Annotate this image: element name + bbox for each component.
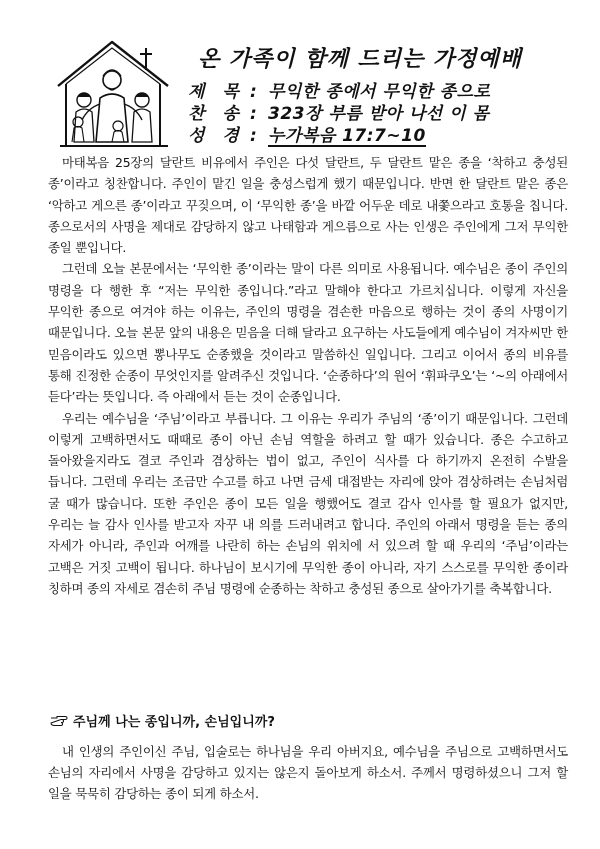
sermon-body	[48, 152, 568, 599]
meta-value-subject: 무익한 종에서 무익한 종으로	[268, 82, 491, 102]
meta-label-hymn: 찬 송	[188, 104, 245, 124]
meta-row-subject	[188, 81, 568, 103]
reflection-question-text: 주님께 나는 종입니까, 손님입니까?	[73, 715, 275, 730]
meta-value-scripture: 누가복음 17:7~10	[268, 126, 426, 146]
meta-label-subject: 제 목	[188, 82, 245, 102]
closing-prayer-text: 내 인생의 주인이신 주님, 입술로는 하나님을 우리 아버지요, 예수님을 주님으로 고백하면서도 손님의 자리에서 사명을 감당하고 있지는 않은지 돌아보게 하소서. 주께서 명령하셨으니 그저 할 일을 묵묵히 감당하는 종이 되게 하소서.	[48, 744, 568, 801]
meta-value-hymn: 323장 부름 받아 나선 이 몸	[268, 104, 490, 124]
worship-title: 온 가족이 함께 드리는 가정예배	[198, 47, 522, 72]
sermon-paragraph-3: 우리는 예수님을 ‘주님’이라고 부릅니다. 그 이유는 우리가 주님의 ‘종’이기 때문입니다. 그런데 이렇게 고백하면서도 때때로 종이 아닌 손님 역할을 하려고 할 때가 있습니다. 종은 수고하고 돌아왔을지라도 결코 주인과 겸상하는 법이 없고, 주인이 식사를 다 하기까지 온전히 수발을 듭니다. 그런데 우리는 조금만 수고를 하고 나면 금세 대접받는 자리에 앉아 겸상하려는 손님처럼 굴 때가 많습니다. 또한 주인은 종이 모든 일을 행했어도 결코 감사 인사를 할 필요가 없지만, 우리는 늘 감사 인사를 받고자 자꾸 내 의를 드러내려고 합니다. 주인의 아래서 명령을 듣는 종의 자세가 아니라, 주인과 어깨를 나란히 하는 손님의 위치에 서 있으려 할 때 우리의 ‘주님’이라는 고백은 거짓 고백이 됩니다. 하나님이 보시기에 무익한 종이 아니라, 자기 스스로를 무익한 종이라 칭하며 종의 자세로 겸손히 주님 명령에 순종하는 착하고 충성된 종으로 살아가기를 축복합니다.	[48, 410, 568, 596]
reflection-question	[50, 711, 275, 730]
family-worship-logo-icon	[48, 34, 180, 152]
meta-colon: :	[250, 126, 257, 146]
pointing-hand-icon	[50, 715, 68, 727]
sermon-paragraph-2: 그런데 오늘 본문에서는 ‘무익한 종’이라는 말이 다른 의미로 사용됩니다. 예수님은 종이 주인의 명령을 다 행한 후 “저는 무익한 종입니다.”라고 말해야 한다고 가르치십니다. 이렇게 자신을 무익한 종으로 여겨야 하는 이유는, 주인의 명령을 겸손한 마음으로 행하는 것이 종의 사명이기 때문입니다. 오늘 본문 앞의 내용은 믿음을 더해 달라고 요구하는 사도들에게 예수님이 겨자씨만 한 믿음이라도 있으면 뽕나무도 순종했을 것이라고 말씀하신 일입니다. 그리고 이어서 종의 비유를 통해 진정한 순종이 무엇인지를 알려주신 것입니다. ‘순종하다’의 원어 ‘휘파쿠오’는 ‘~의 아래에서 듣다’라는 뜻입니다. 즉 아래에서 듣는 것이 순종입니다.	[48, 261, 568, 405]
meta-row-hymn	[188, 103, 568, 125]
meta-colon: :	[250, 104, 257, 124]
meta-row-scripture	[188, 125, 568, 147]
worship-header	[48, 34, 568, 152]
worship-meta	[188, 81, 568, 147]
meta-colon: :	[250, 82, 257, 102]
sermon-paragraph-1: 마태복음 25장의 달란트 비유에서 주인은 다섯 달란트, 두 달란트 맡은 종을 ‘착하고 충성된 종’이라고 칭찬합니다. 주인이 맡긴 일을 충성스럽게 했기 때문입니다. 반면 한 달란트 맡은 종은 ‘악하고 게으른 종’이라고 꾸짖으며, 이 ‘무익한 종’을 바깥 어두운 데로 내쫓으라고 호통을 칩니다. 종으로서의 사명을 제대로 감당하지 않고 나태함과 게으름으로 사는 인생은 주인에게 그저 무익한 종일 뿐입니다.	[48, 155, 568, 256]
meta-label-scripture: 성 경	[188, 126, 245, 146]
closing-prayer	[48, 741, 568, 804]
